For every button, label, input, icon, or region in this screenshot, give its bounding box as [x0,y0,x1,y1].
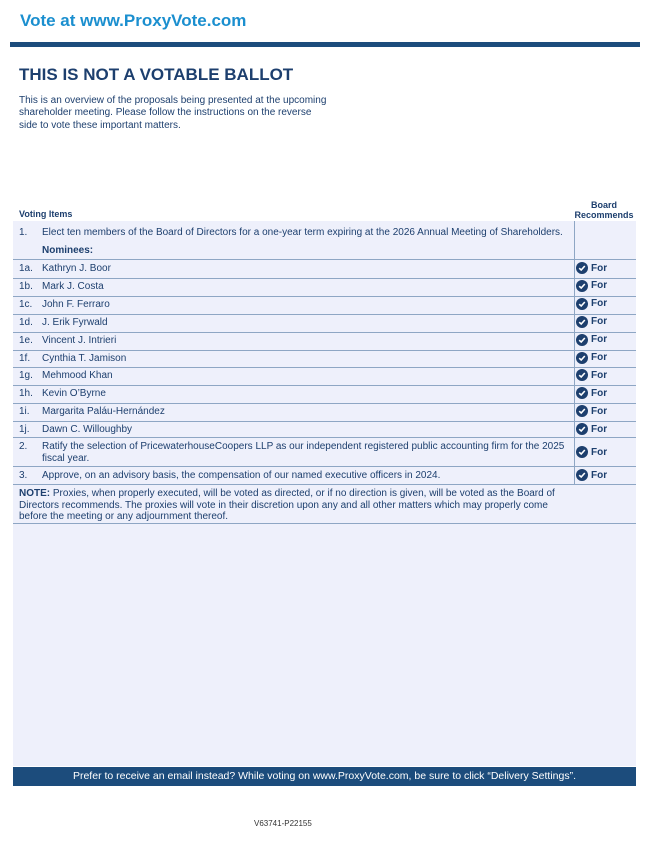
row-divider [13,421,636,422]
nominee-number: 1a. [19,263,33,274]
check-circle-icon [576,298,588,310]
recommendation-label: For [591,387,608,399]
nominee-number: 1d. [19,316,33,328]
delivery-settings-banner: Prefer to receive an email instead? While voting on www.ProxyVote.com, be sure to click “Delivery Settings”. [13,767,636,786]
recommendation-label: For [591,334,608,346]
nominee-number: 1b. [19,280,33,292]
row-divider [13,484,636,485]
nominee-recommendation [576,405,607,417]
check-circle-icon [576,405,588,417]
header-title: Vote at www.ProxyVote.com [20,11,247,30]
nominee-number: 1c. [19,298,33,310]
recommendation-label: For [591,352,608,363]
note-body: Proxies, when properly executed, will be voted as directed, or if no direction is given, will be voted as the Board of Directors recommends. The proxies will vote in their discretion upon any and all other matters which may properly come before the meeting or any adjournment thereof. [19,488,555,522]
board-header-line1: Board [590,200,617,210]
row-divider [13,332,636,333]
nominee-name: Kevin O’Byrne [42,388,106,400]
nominee-recommendation [576,298,607,310]
check-circle-icon [576,334,588,346]
recommendation-label: For [591,405,608,417]
nominee-name: John F. Ferraro [42,298,110,310]
nominee-name: Dawn C. Willoughby [42,424,133,436]
item2-text: Ratify the selection of PricewaterhouseCoopers LLP as our independent registered public accounting firm for the 2025 fiscal year. [42,441,565,464]
note-text [19,488,579,523]
row-divider [13,523,636,524]
check-circle-icon [576,316,588,328]
row-divider [13,367,636,368]
row-divider [13,350,636,351]
item1-number: 1. [19,227,28,238]
nominee-number: 1f. [19,352,31,364]
nominee-recommendation [576,387,607,399]
check-circle-icon [576,369,588,381]
item2-recommendation [576,446,607,458]
recommendation-label: For [591,262,608,274]
nominee-recommendation [576,280,607,292]
check-circle-icon [576,280,588,292]
nominee-recommendation [576,334,607,346]
nominee-recommendation [576,352,607,364]
board-recommends-header [572,200,636,220]
nominee-number: 1g. [19,370,33,382]
row-divider [13,296,636,297]
nominee-number: 1h. [19,388,33,400]
nominee-name: Mark J. Costa [42,280,104,292]
row-divider [13,259,636,260]
check-circle-icon [576,352,588,364]
item1-text: Elect ten members of the Board of Directors for a one-year term expiring at the 2026 Annual Meeting of Shareholders. [42,227,563,238]
nominee-number: 1i. [19,406,30,418]
recommendation-label: For [591,423,608,435]
recommendation-label: For [591,446,608,458]
nominee-recommendation [576,423,607,435]
nominee-recommendation [576,369,607,381]
document-code: V63741-P22155 [254,819,312,828]
item3-number: 3. [19,470,28,481]
row-divider [13,403,636,404]
nominee-name: Vincent J. Intrieri [42,334,117,346]
header-rule [10,42,640,47]
check-circle-icon [576,423,588,435]
note-label: NOTE: [19,488,51,499]
nominee-name: J. Erik Fyrwald [42,316,108,328]
recommendation-label: For [591,280,608,292]
row-divider [13,314,636,315]
nominee-number: 1e. [19,334,33,346]
recommendation-label: For [591,369,608,381]
ballot-title: THIS IS NOT A VOTABLE BALLOT [19,65,294,84]
nominees-label: Nominees: [42,245,94,256]
recommendation-label: For [591,316,608,328]
nominee-name: Mehmood Khan [42,370,113,382]
check-circle-icon [576,446,588,458]
item3-recommendation [576,469,607,481]
column-divider [574,221,575,484]
nominee-name: Margarita Paláu-Hernández [42,406,165,418]
recommendation-label: For [591,298,608,310]
recommendation-label: For [591,469,608,481]
check-circle-icon [576,469,588,481]
check-circle-icon [576,262,588,274]
nominee-number: 1j. [19,424,30,436]
voting-items-header: Voting Items [19,209,73,219]
row-divider [13,385,636,386]
row-divider [13,278,636,279]
item2-number: 2. [19,441,28,452]
intro-text: This is an overview of the proposals being presented at the upcoming shareholder meeting. Please follow the instructions on the reverse side to vote these important matters. [19,95,327,131]
nominee-recommendation [576,316,607,328]
item3-text: Approve, on an advisory basis, the compensation of our named executive officers in 2024. [42,470,441,481]
nominee-name: Cynthia T. Jamison [42,352,127,364]
row-divider [13,437,636,438]
nominee-name: Kathryn J. Boor [42,263,111,274]
nominee-recommendation [576,262,607,274]
check-circle-icon [576,387,588,399]
row-divider [13,466,636,467]
board-header-line2: Recommends [574,210,634,220]
